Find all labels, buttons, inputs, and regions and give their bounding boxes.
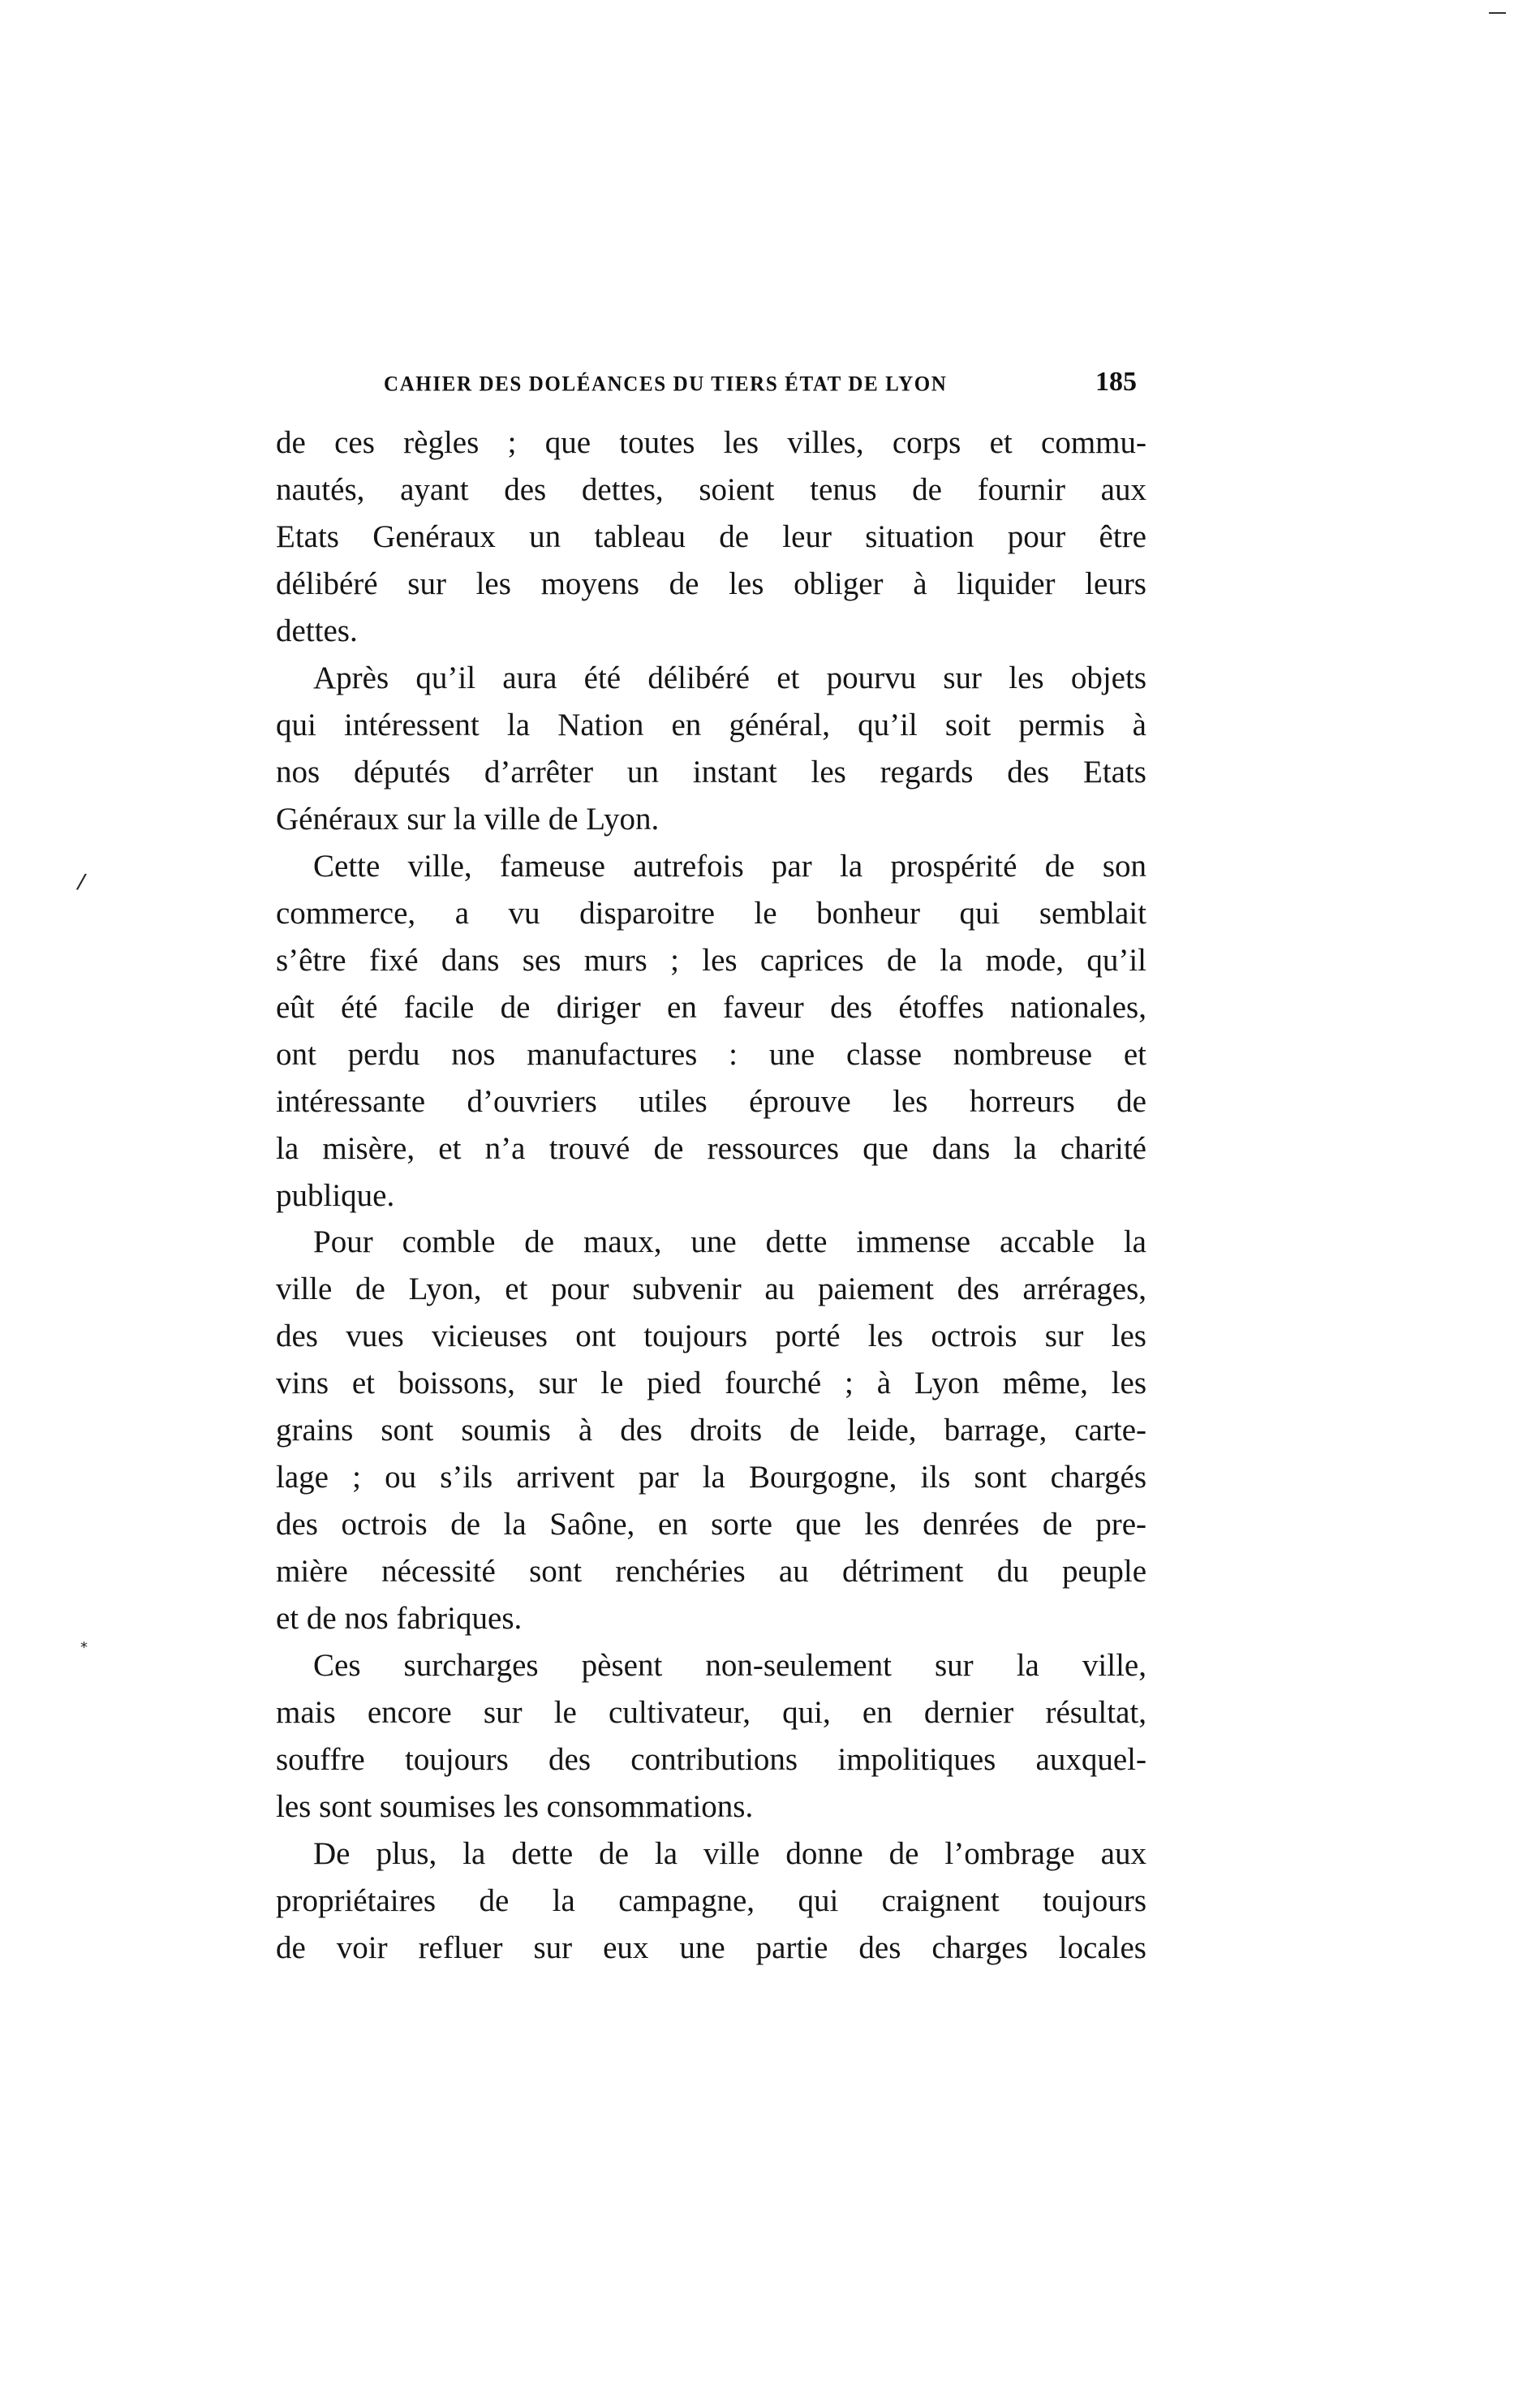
text-line: et de nos fabriques. (276, 1601, 523, 1637)
margin-mark-asterisk: * (80, 1639, 88, 1656)
text-line: des vues vicieuses ont toujours porté les octrois sur les (276, 1319, 1146, 1354)
text-line: Cette ville, fameuse autrefois par la prospérité de son (313, 848, 1146, 884)
body-text (276, 419, 1146, 1972)
text-line: grains sont soumis à des droits de leide, barrage, carte- (276, 1413, 1146, 1448)
running-title: CAHIER DES DOLÉANCES DU TIERS ÉTAT DE LYON (384, 372, 948, 396)
text-line: vins et boissons, sur le pied fourché ; à Lyon même, les (276, 1366, 1146, 1401)
text-line: dettes. (276, 613, 358, 648)
margin-mark-slash: / (75, 869, 88, 895)
text-line: souffre toujours des contributions impolitiques auxquel- (276, 1742, 1146, 1778)
text-line: délibéré sur les moyens de les obliger à liquider leurs (276, 566, 1146, 601)
text-line: Pour comble de maux, une dette immense accable la (313, 1224, 1146, 1260)
text-line: Etats Genéraux un tableau de leur situation pour être (276, 518, 1146, 554)
text-line: les sont soumises les consommations. (276, 1789, 754, 1825)
text-line: mais encore sur le cultivateur, qui, en dernier résultat, (276, 1695, 1146, 1731)
text-line: De plus, la dette de la ville donne de l’ombrage aux (313, 1836, 1146, 1872)
text-line: qui intéressent la Nation en général, qu’il soit permis à (276, 707, 1146, 742)
text-line: ont perdu nos manufactures : une classe nombreuse et (276, 1036, 1146, 1072)
paragraph (276, 1831, 1146, 1972)
paragraph (276, 655, 1146, 843)
paragraph (276, 1642, 1146, 1831)
text-line: nos députés d’arrêter un instant les regards des Etats (276, 754, 1146, 789)
text-line: commerce, a vu disparoitre le bonheur qui semblait (276, 895, 1146, 931)
text-line: Ces surcharges pèsent non-seulement sur la ville, (313, 1648, 1146, 1684)
text-line: s’être fixé dans ses murs ; les caprices de la mode, qu’il (276, 942, 1146, 978)
text-line: eût été facile de diriger en faveur des étoffes nationales, (276, 989, 1146, 1025)
text-line: Après qu’il aura été délibéré et pourvu sur les objets (313, 660, 1146, 695)
text-line: mière nécessité sont renchéries au détriment du peuple (276, 1554, 1146, 1590)
running-header (384, 367, 1146, 402)
paragraph (276, 843, 1146, 1220)
paragraph (276, 1219, 1146, 1642)
text-line: ville de Lyon, et pour subvenir au paiement des arrérages, (276, 1271, 1146, 1307)
text-line: des octrois de la Saône, en sorte que les denrées de pre- (276, 1507, 1146, 1542)
text-line: publique. (276, 1177, 395, 1213)
text-line: propriétaires de la campagne, qui craignent toujours (276, 1883, 1146, 1919)
page-number: 185 (1095, 367, 1137, 397)
paragraph (276, 419, 1146, 655)
text-line: de voir refluer sur eux une partie des charges locales (276, 1930, 1146, 1965)
text-line: nautés, ayant des dettes, soient tenus de fournir aux (276, 471, 1146, 507)
text-line: intéressante d’ouvriers utiles éprouve les horreurs de (276, 1083, 1146, 1119)
text-line: la misère, et n’a trouvé de ressources que dans la charité (276, 1130, 1146, 1166)
scan-edge-mark (1489, 12, 1506, 14)
text-line: de ces règles ; que toutes les villes, corps et commu- (276, 425, 1146, 460)
text-line: Généraux sur la ville de Lyon. (276, 801, 660, 837)
text-line: lage ; ou s’ils arrivent par la Bourgogne, ils sont chargés (276, 1460, 1146, 1495)
